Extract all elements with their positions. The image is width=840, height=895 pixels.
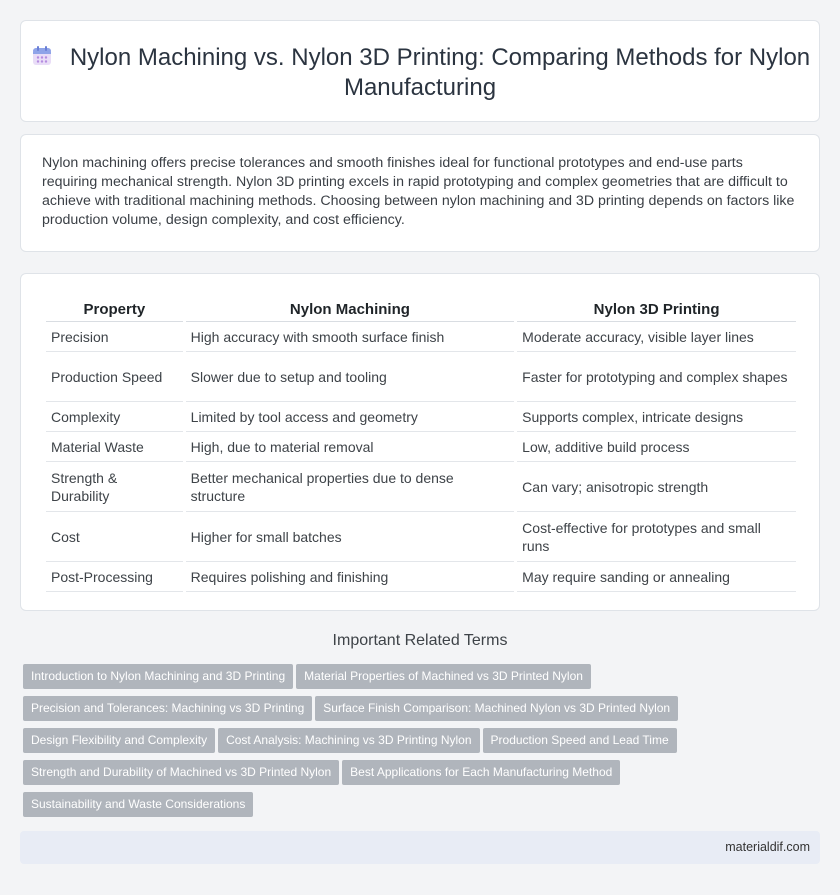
machining-cell: Requires polishing and finishing — [186, 562, 515, 592]
printing-cell: Can vary; anisotropic strength — [517, 462, 796, 512]
related-term-tag[interactable]: Precision and Tolerances: Machining vs 3D Printing — [23, 696, 312, 721]
related-term-tag[interactable]: Sustainability and Waste Considerations — [23, 792, 253, 817]
property-cell: Post-Processing — [46, 562, 183, 592]
table-row — [46, 562, 796, 592]
machining-cell: High, due to material removal — [186, 432, 515, 462]
printing-cell: Cost-effective for prototypes and small runs — [517, 512, 796, 562]
printing-cell: Low, additive build process — [517, 432, 796, 462]
header-machining: Nylon Machining — [186, 294, 515, 322]
related-terms-heading: Important Related Terms — [332, 632, 508, 649]
printing-cell: May require sanding or annealing — [517, 562, 796, 592]
title-card — [20, 20, 820, 122]
related-term-tag[interactable]: Cost Analysis: Machining vs 3D Printing Nylon — [218, 728, 479, 753]
printing-cell: Faster for prototyping and complex shapes — [517, 352, 796, 402]
machining-cell: Limited by tool access and geometry — [186, 402, 515, 432]
table-row — [46, 432, 796, 462]
property-cell: Production Speed — [46, 352, 183, 402]
table-row — [46, 352, 796, 402]
page-title-text: Nylon Machining vs. Nylon 3D Printing: Comparing Methods for Nylon Manufacturing — [69, 44, 811, 101]
header-3d-printing: Nylon 3D Printing — [517, 294, 796, 322]
related-term-tag[interactable]: Design Flexibility and Complexity — [23, 728, 215, 753]
printing-cell: Moderate accuracy, visible layer lines — [517, 322, 796, 352]
intro-card — [20, 134, 820, 252]
related-term-tag[interactable]: Material Properties of Machined vs 3D Printed Nylon — [296, 664, 591, 689]
machining-cell: High accuracy with smooth surface finish — [186, 322, 515, 352]
comparison-table-card — [20, 273, 820, 611]
related-term-tag[interactable]: Production Speed and Lead Time — [483, 728, 677, 753]
related-term-tag[interactable]: Strength and Durability of Machined vs 3D Printed Nylon — [23, 760, 339, 785]
printing-cell: Supports complex, intricate designs — [517, 402, 796, 432]
machining-cell: Better mechanical properties due to dense structure — [186, 462, 515, 512]
footer-site-link[interactable]: materialdif.com — [725, 840, 810, 854]
page-title — [21, 43, 819, 103]
related-term-tag[interactable]: Best Applications for Each Manufacturing Method — [342, 760, 620, 785]
table-row — [46, 322, 796, 352]
property-cell: Complexity — [46, 402, 183, 432]
comparison-table — [43, 294, 799, 592]
table-row — [46, 462, 796, 512]
table-row — [46, 402, 796, 432]
property-cell: Cost — [46, 512, 183, 562]
property-cell: Material Waste — [46, 432, 183, 462]
header-property: Property — [46, 294, 183, 322]
property-cell: Strength & Durability — [46, 462, 183, 512]
related-term-tag[interactable]: Surface Finish Comparison: Machined Nylon vs 3D Printed Nylon — [315, 696, 678, 721]
related-terms-list — [23, 664, 803, 824]
related-term-tag[interactable]: Introduction to Nylon Machining and 3D Printing — [23, 664, 293, 689]
footer — [20, 831, 820, 864]
machining-cell: Higher for small batches — [186, 512, 515, 562]
calendar-icon — [30, 44, 54, 68]
table-row — [46, 512, 796, 562]
intro-paragraph: Nylon machining offers precise tolerances and smooth finishes ideal for functional prototypes and end-use parts requiring mechanical strength. Nylon 3D printing excels in rapid prototyping and complex geometries that are difficult to achieve with traditional machining methods. Choosing between nylon machining and 3D printing depends on factors like production volume, design complexity, and cost efficiency. — [42, 155, 795, 228]
machining-cell: Slower due to setup and tooling — [186, 352, 515, 402]
table-header-row — [46, 294, 796, 322]
property-cell: Precision — [46, 322, 183, 352]
